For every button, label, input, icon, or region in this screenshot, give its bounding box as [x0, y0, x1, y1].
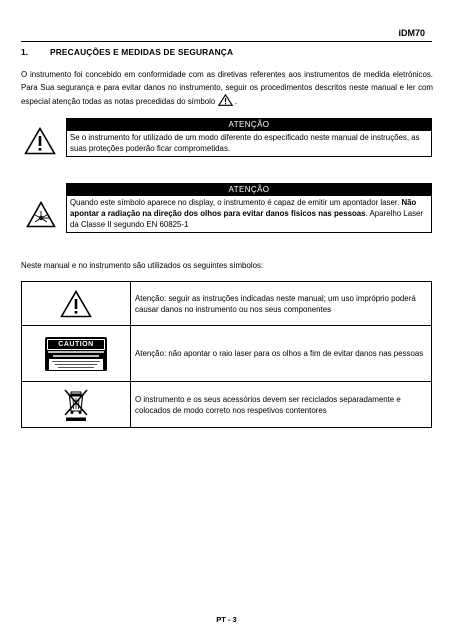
warning-text-end: . Aparelho Laser da Classe II segundo EN 60825-1: [70, 209, 424, 229]
table-row: [22, 282, 432, 326]
warning-header: ATENÇÃO: [66, 118, 432, 131]
symbol-description: Atenção: não apontar o raio laser para os olhos a fim de evitar danos nas pessoas: [131, 326, 432, 382]
page-number: PT - 3: [216, 615, 237, 624]
section-number: 1.: [21, 47, 28, 57]
warning-triangle-icon: [218, 94, 233, 110]
warning-text-start: Quando este símbolo aparece no display, o instrumento é capaz de emitir um apontador laser.: [70, 198, 400, 207]
laser-warning-icon: [26, 201, 56, 233]
warning-text-bold: Não apontar a radiação na direção dos olhos para evitar danos físicos nas pessoas: [70, 198, 417, 218]
warning-triangle-icon: [24, 127, 56, 160]
warning-header: ATENÇÃO: [66, 183, 432, 196]
symbol-cell: [22, 326, 131, 382]
table-row: [22, 326, 432, 382]
warning-box-1: [66, 118, 432, 157]
table-row: [22, 382, 432, 428]
warning-triangle-icon: [60, 299, 92, 308]
intro-end: .: [234, 97, 237, 106]
model-name: iDM70: [398, 28, 425, 38]
symbol-description: O instrumento e os seus acessórios devem ser reciclados separadamente e colocados de modo correto nos respetivos contentores: [131, 382, 432, 428]
symbols-intro: Neste manual e no instrumento são utilizados os seguintes símbolos:: [21, 261, 264, 270]
laser-caution-label-icon: [45, 337, 107, 371]
warning-text: Se o instrumento for utilizado de um modo diferente do especificado neste manual de instruções, as suas proteções poderão ficar comprometidas.: [66, 131, 432, 157]
intro-text: O instrumento foi concebido em conformidade com as diretivas referentes aos instrumentos de medida eletrónicos. Para Sua segurança e para evitar danos no instrumento, seguir os procedimentos descritos neste manual e ler com especial atenção todas as notas precedidas do símbolo: [21, 70, 433, 106]
section-title: PRECAUÇÕES E MEDIDAS DE SEGURANÇA: [50, 47, 234, 57]
header-rule: [21, 41, 432, 42]
symbol-cell: [22, 382, 131, 428]
intro-paragraph: [21, 68, 433, 110]
symbol-cell: [22, 282, 131, 326]
warning-box-2: [66, 183, 432, 233]
weee-crossed-bin-icon: [63, 400, 89, 409]
warning-text: [66, 196, 432, 233]
symbol-description: Atenção: seguir as instruções indicadas neste manual; um uso impróprio poderá causar danos no instrumento ou nos seus componentes: [131, 282, 432, 326]
symbols-table: [21, 281, 432, 428]
caution-word: CAUTION: [47, 339, 105, 350]
